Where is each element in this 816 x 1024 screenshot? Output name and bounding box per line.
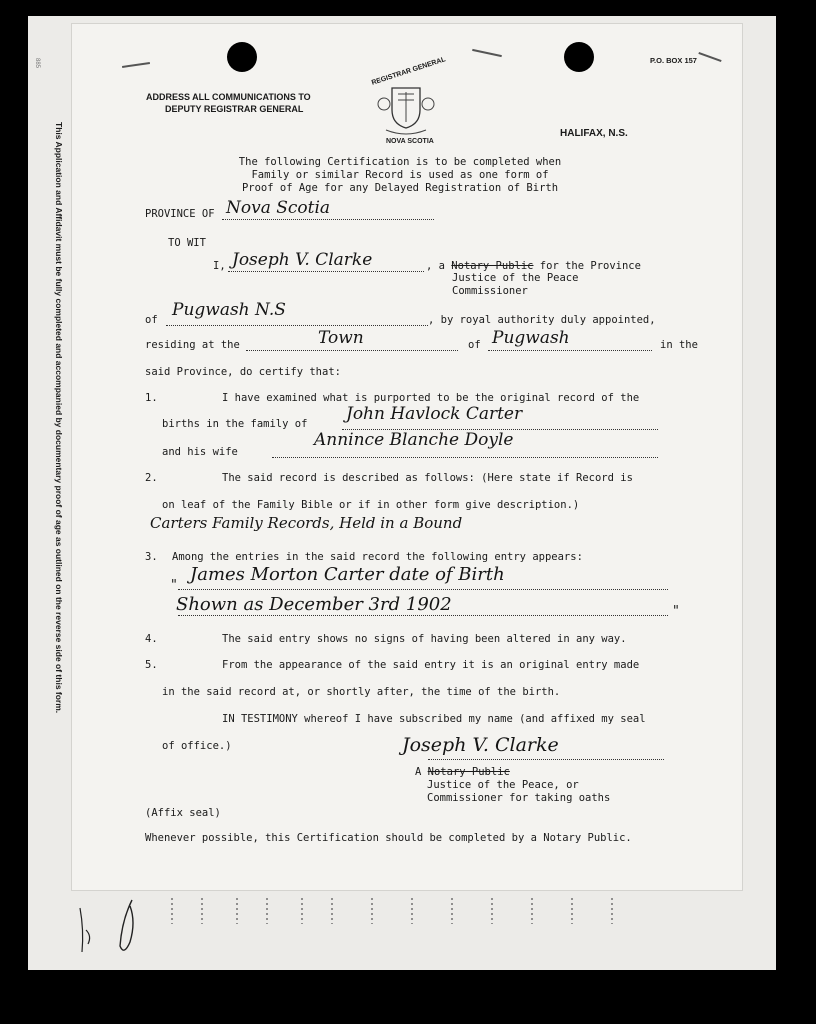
punch-hole-left <box>227 42 257 72</box>
said-province: said Province, do certify that: <box>145 366 341 378</box>
signature: Joseph V. Clarke <box>402 734 559 756</box>
province-label: PROVINCE OF <box>145 208 215 220</box>
wife-line <box>272 457 658 458</box>
certifier-name: Joseph V. Clarke <box>232 250 373 270</box>
entry-line-1: James Morton Carter date of Birth <box>190 564 505 585</box>
item-5-line-1: From the appearance of the said entry it is an original entry made <box>222 659 640 671</box>
of-value: Pugwash N.S <box>172 300 286 320</box>
item-1-line-1: I have examined what is purported to be the original record of the <box>222 392 640 404</box>
item-2-line-2: on leaf of the Family Bible or if in other form give description.) <box>162 499 580 511</box>
po-box: P.O. BOX 157 <box>650 56 697 65</box>
of-line <box>166 325 428 326</box>
item-2-line-1: The said record is described as follows: (Here state if Record is <box>222 472 633 484</box>
sidebar-instructions <box>52 122 68 832</box>
in-the: in the <box>660 339 698 351</box>
wife-label: and his wife <box>162 446 238 458</box>
item-3-number: 3. <box>145 551 158 563</box>
registrar-seal <box>368 56 447 152</box>
item-4-number: 4. <box>145 633 158 645</box>
of2-line <box>488 350 652 351</box>
entry-line-2-rule <box>178 615 668 616</box>
of-label: of <box>145 314 158 326</box>
intro-line-2: Family or similar Record is used as one form of <box>251 169 549 181</box>
open-quote: " <box>170 578 178 593</box>
underlying-form-marks <box>72 890 772 970</box>
seal-top-text: REGISTRAR GENERAL <box>370 56 447 87</box>
province-value: Nova Scotia <box>226 198 331 218</box>
record-description: Carters Family Records, Held in a Bound <box>150 514 463 532</box>
close-quote: " <box>672 604 680 619</box>
signature-commissioner: Commissioner for taking oaths <box>427 792 611 804</box>
sidebar-text: This Application and Affidavit must be fully completed and accompanied by documentary proof of age as outlined on the reverse side of this form. <box>54 122 64 714</box>
commissioner-option: Commissioner <box>452 285 528 297</box>
to-wit: TO WIT <box>168 237 206 249</box>
of2-value: Pugwash <box>492 328 570 348</box>
punch-hole-right <box>564 42 594 72</box>
item-1-line-2: births in the family of <box>162 418 308 430</box>
residing-label: residing at the <box>145 339 240 351</box>
item-5-line-2: in the said record at, or shortly after, the time of the birth. <box>162 686 561 698</box>
entry-line-1-rule <box>178 589 668 590</box>
footer-note: Whenever possible, this Certification should be completed by a Notary Public. <box>145 832 632 844</box>
seal-bottom-text: NOVA SCOTIA <box>386 138 434 145</box>
intro-line-1: The following Certification is to be completed when <box>238 156 562 168</box>
family-value: John Havlock Carter <box>346 404 523 424</box>
of2-label: of <box>468 339 481 351</box>
affix-seal: (Affix seal) <box>145 807 221 819</box>
item-3-line-1: Among the entries in the said record the following entry appears: <box>172 551 583 563</box>
residing-value: Town <box>318 328 364 348</box>
intro-line-3: Proof of Age for any Delayed Registration of Birth <box>241 182 559 194</box>
province-line <box>222 219 434 220</box>
item-1-number: 1. <box>145 392 158 404</box>
form-code: 885 <box>34 57 41 69</box>
jp-option: Justice of the Peace <box>452 272 579 284</box>
underlying-form-strip <box>72 890 772 970</box>
testimony-line-1: IN TESTIMONY whereof I have subscribed my name (and affixed my seal <box>222 713 646 725</box>
item-2-number: 2. <box>145 472 158 484</box>
item-5-number: 5. <box>145 659 158 671</box>
wife-value: Annince Blanche Doyle <box>314 430 514 450</box>
royal-authority: , by royal authority duly appointed, <box>428 314 656 326</box>
item-4-text: The said entry shows no signs of having been altered in any way. <box>222 633 627 645</box>
entry-line-2: Shown as December 3rd 1902 <box>176 594 452 615</box>
address-line-2: DEPUTY REGISTRAR GENERAL <box>165 104 304 114</box>
signature-title: A Notary Public <box>415 766 510 778</box>
address-line-1: ADDRESS ALL COMMUNICATIONS TO <box>146 92 311 102</box>
i-label: I, <box>213 260 226 272</box>
name-line <box>228 271 424 272</box>
residing-line <box>246 350 458 351</box>
notary-line: , a Notary Public for the Province <box>426 260 641 272</box>
signature-line <box>428 759 664 760</box>
testimony-line-2: of office.) <box>162 740 232 752</box>
city: HALIFAX, N.S. <box>560 128 628 139</box>
signature-jp: Justice of the Peace, or <box>427 779 579 791</box>
